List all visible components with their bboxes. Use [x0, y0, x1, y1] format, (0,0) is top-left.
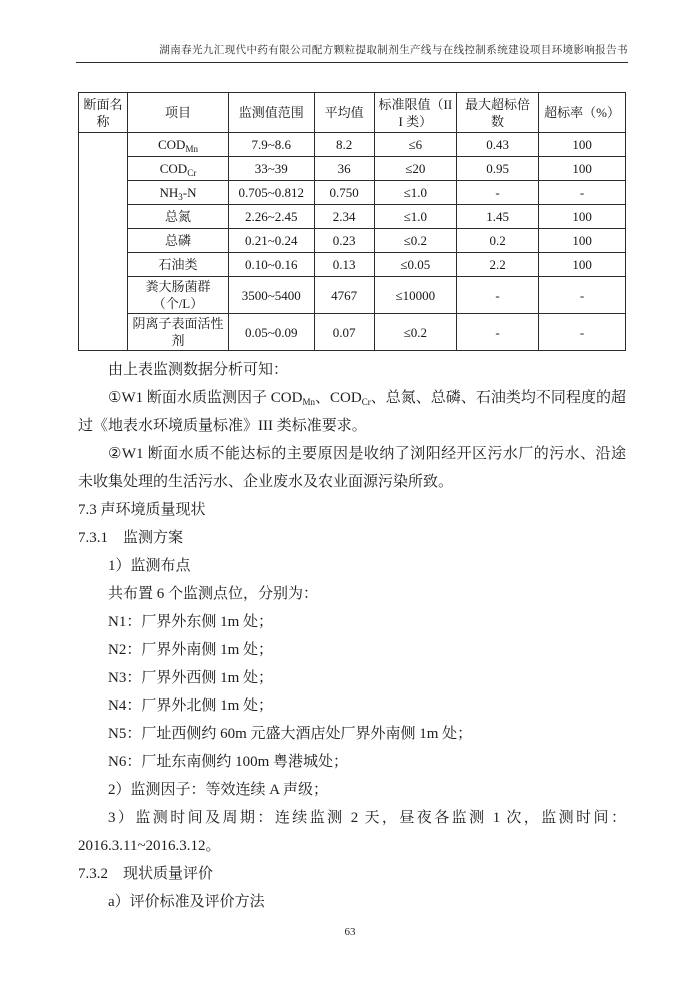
chem-base: COD	[157, 137, 186, 152]
exceed-rate-cell: -	[539, 314, 626, 351]
page-number: 63	[344, 926, 356, 938]
col-header-range: 监测值范围	[228, 93, 314, 133]
list-item-3-line2: 2016.3.11~2016.3.12。	[78, 838, 221, 854]
monitor-point-n2: N2：厂界外南侧 1m 处；	[108, 642, 274, 658]
paragraph-intro: 由上表监测数据分析可知：	[108, 362, 289, 378]
average-cell: 0.07	[314, 314, 374, 351]
exceed-multiple-cell: -	[456, 277, 538, 314]
paragraph-point2: ②W1 断面水质不能达标的主要原因是收纳了浏阳经开区污水厂的污水、沿途未收集处理的生活污水、企业废水及农业面源污染所致。	[78, 446, 626, 490]
range-cell: 0.21~0.24	[228, 229, 314, 253]
exceed-rate-cell: 100	[539, 133, 626, 157]
limit-cell: ≤6	[374, 133, 456, 157]
table-row	[79, 133, 626, 157]
chem-rest: -N	[182, 185, 197, 200]
table-row	[79, 277, 626, 314]
table-row	[79, 314, 626, 351]
monitor-point-n6: N6：厂址东南侧约 100m 粤港城处；	[108, 754, 349, 770]
range-cell: 0.705~0.812	[228, 181, 314, 205]
item-cell	[128, 133, 229, 157]
limit-cell: ≤20	[374, 157, 456, 181]
table-row	[79, 181, 626, 205]
paragraph-point1	[78, 384, 626, 440]
range-cell: 0.05~0.09	[228, 314, 314, 351]
range-cell: 2.26~2.45	[228, 205, 314, 229]
limit-cell: ≤1.0	[374, 205, 456, 229]
chem-subscript: 3	[178, 192, 183, 202]
range-cell: 7.9~8.6	[228, 133, 314, 157]
monitor-point-n3: N3：厂界外西侧 1m 处；	[108, 670, 274, 686]
col-header-section: 断面名称	[79, 93, 128, 133]
chem-subscript: Cr	[361, 397, 371, 407]
chem-subscript: Mn	[302, 397, 315, 407]
average-cell: 0.13	[314, 253, 374, 277]
page-content	[78, 92, 626, 916]
point1-text: 、总氮、总磷、石油类均不同程度的超过《地表水环境质量标准》III 类标准要求。	[78, 390, 626, 434]
exceed-rate-cell: -	[539, 277, 626, 314]
chem-base: COD	[159, 161, 188, 176]
list-item-a: a）评价标准及评价方法	[108, 894, 265, 910]
exceed-multiple-cell: 0.43	[456, 133, 538, 157]
exceed-multiple-cell: 2.2	[456, 253, 538, 277]
item-cell: 阴离子表面活性剂	[128, 314, 229, 351]
document-title: 湖南春光九汇现代中药有限公司配方颗粒提取制剂生产线与在线控制系统建设项目环境影响报告书	[76, 44, 628, 63]
section-heading-7-3-1: 7.3.1 监测方案	[78, 530, 184, 546]
body-text	[78, 356, 626, 916]
table-row	[79, 229, 626, 253]
col-header-exceed-multiple: 最大超标倍数	[456, 93, 538, 133]
points-intro-line: 共布置 6 个监测点位，分别为：	[108, 586, 319, 602]
average-cell: 8.2	[314, 133, 374, 157]
table-row	[79, 205, 626, 229]
exceed-rate-cell: -	[539, 181, 626, 205]
chem-subscript: Mn	[185, 144, 198, 154]
limit-cell: ≤1.0	[374, 181, 456, 205]
limit-cell: ≤0.2	[374, 314, 456, 351]
exceed-rate-cell: 100	[539, 253, 626, 277]
item-cell	[128, 157, 229, 181]
exceed-multiple-cell: -	[456, 181, 538, 205]
list-item-1: 1）监测布点	[108, 558, 191, 574]
exceed-multiple-cell: -	[456, 314, 538, 351]
exceed-multiple-cell: 0.2	[456, 229, 538, 253]
average-cell: 2.34	[314, 205, 374, 229]
monitor-point-n1: N1：厂界外东侧 1m 处；	[108, 614, 274, 630]
col-header-exceed-rate: 超标率（%）	[539, 93, 626, 133]
limit-cell: ≤10000	[374, 277, 456, 314]
limit-cell: ≤0.05	[374, 253, 456, 277]
col-header-average: 平均值	[314, 93, 374, 133]
average-cell: 36	[314, 157, 374, 181]
list-item-3-line1: 3）监测时间及周期：连续监测 2 天，昼夜各监测 1 次，监测时间：	[108, 810, 626, 826]
col-header-item: 项目	[128, 93, 229, 133]
item-cell	[128, 181, 229, 205]
item-cell: 石油类	[128, 253, 229, 277]
table-row	[79, 157, 626, 181]
list-item-2: 2）监测因子：等效连续 A 声级；	[108, 782, 329, 798]
exceed-rate-cell: 100	[539, 229, 626, 253]
average-cell: 4767	[314, 277, 374, 314]
item-cell: 总磷	[128, 229, 229, 253]
point1-text: ①W1 断面水质监测因子 COD	[108, 390, 303, 406]
section-heading-7-3: 7.3 声环境质量现状	[78, 502, 206, 518]
range-cell: 3500~5400	[228, 277, 314, 314]
exceed-multiple-cell: 1.45	[456, 205, 538, 229]
point1-text: 、COD	[314, 390, 362, 406]
section-heading-7-3-2: 7.3.2 现状质量评价	[78, 866, 214, 882]
exceed-rate-cell: 100	[539, 157, 626, 181]
item-cell: 总氮	[128, 205, 229, 229]
section-name-cell	[79, 133, 128, 351]
table-row	[79, 253, 626, 277]
exceed-rate-cell: 100	[539, 205, 626, 229]
limit-cell: ≤0.2	[374, 229, 456, 253]
range-cell: 33~39	[228, 157, 314, 181]
monitor-point-n5: N5：厂址西侧约 60m 元盛大酒店处厂界外南侧 1m 处；	[108, 726, 473, 742]
running-header	[76, 44, 628, 63]
col-header-limit: 标准限值（III 类）	[374, 93, 456, 133]
chem-base: NH	[159, 185, 179, 200]
table-header-row	[79, 93, 626, 133]
exceed-multiple-cell: 0.95	[456, 157, 538, 181]
chem-subscript: Cr	[187, 168, 197, 178]
average-cell: 0.750	[314, 181, 374, 205]
range-cell: 0.10~0.16	[228, 253, 314, 277]
water-quality-table	[78, 92, 626, 351]
monitor-point-n4: N4：厂界外北侧 1m 处；	[108, 698, 274, 714]
average-cell: 0.23	[314, 229, 374, 253]
item-cell: 粪大肠菌群（个/L）	[128, 277, 229, 314]
